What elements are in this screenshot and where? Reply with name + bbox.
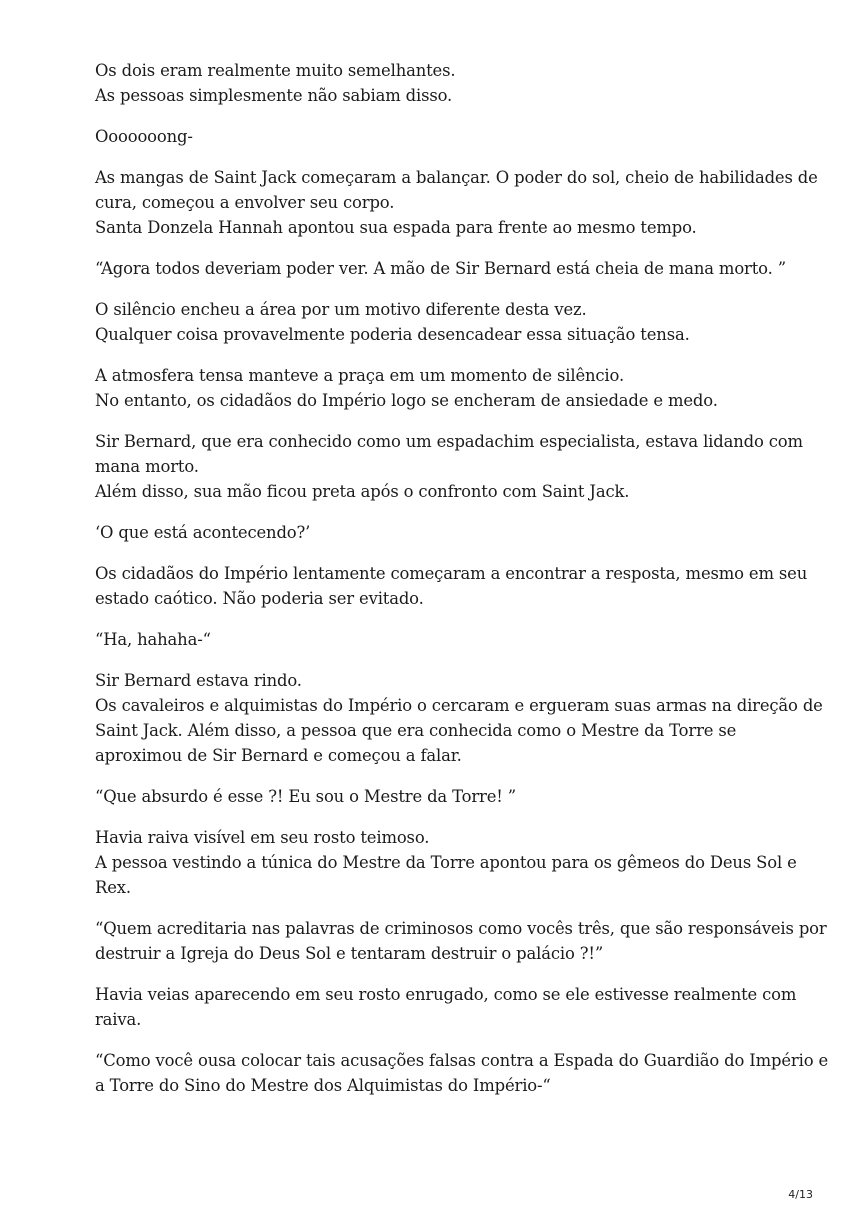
paragraph bbox=[95, 561, 808, 611]
text-line: “Quem acreditaria nas palavras de criminosos como vocês três, que são responsáveis por bbox=[95, 919, 827, 938]
paragraph bbox=[95, 124, 795, 149]
paragraph bbox=[95, 520, 795, 545]
text-line: Santa Donzela Hannah apontou sua espada para frente ao mesmo tempo. bbox=[95, 218, 697, 237]
text-line: Além disso, sua mão ficou preta após o confronto com Saint Jack. bbox=[95, 482, 630, 501]
text-line: Saint Jack. Além disso, a pessoa que era conhecida como o Mestre da Torre se bbox=[95, 721, 737, 740]
text-line: Havia veias aparecendo em seu rosto enrugado, como se ele estivesse realmente com bbox=[95, 985, 797, 1004]
paragraph bbox=[95, 916, 827, 966]
paragraph bbox=[95, 256, 795, 281]
paragraph bbox=[95, 982, 795, 1032]
document-body bbox=[95, 58, 829, 1114]
text-line: O silêncio encheu a área por um motivo diferente desta vez. bbox=[95, 300, 587, 319]
text-line: Ooooooong- bbox=[95, 127, 193, 146]
text-line: Havia raiva visível em seu rosto teimoso. bbox=[95, 828, 430, 847]
text-line: Sir Bernard estava rindo. bbox=[95, 671, 302, 690]
text-line: Rex. bbox=[95, 878, 131, 897]
paragraph bbox=[95, 363, 795, 413]
text-line: destruir a Igreja do Deus Sol e tentaram destruir o palácio ?!” bbox=[95, 944, 604, 963]
text-line: A atmosfera tensa manteve a praça em um momento de silêncio. bbox=[95, 366, 625, 385]
text-line: “Ha, hahaha-“ bbox=[95, 630, 211, 649]
text-line: aproximou de Sir Bernard e começou a falar. bbox=[95, 746, 462, 765]
paragraph bbox=[95, 429, 803, 504]
text-line: “Que absurdo é esse ?! Eu sou o Mestre da Torre! ” bbox=[95, 787, 516, 806]
text-line: cura, começou a envolver seu corpo. bbox=[95, 193, 395, 212]
paragraph bbox=[95, 627, 795, 652]
text-line: ‘O que está acontecendo?’ bbox=[95, 523, 311, 542]
text-line: Qualquer coisa provavelmente poderia desencadear essa situação tensa. bbox=[95, 325, 690, 344]
text-line: raiva. bbox=[95, 1010, 142, 1029]
text-line: “Como você ousa colocar tais acusações falsas contra a Espada do Guardião do Império e bbox=[95, 1051, 829, 1070]
paragraph bbox=[95, 58, 795, 108]
text-line: estado caótico. Não poderia ser evitado. bbox=[95, 589, 424, 608]
text-line: “Agora todos deveriam poder ver. A mão de Sir Bernard está cheia de mana morto. ” bbox=[95, 259, 786, 278]
text-line: A pessoa vestindo a túnica do Mestre da Torre apontou para os gêmeos do Deus Sol e bbox=[95, 853, 797, 872]
page-number: 4/13 bbox=[788, 1188, 813, 1201]
text-line: Os cidadãos do Império lentamente começaram a encontrar a resposta, mesmo em seu bbox=[95, 564, 808, 583]
text-line: a Torre do Sino do Mestre dos Alquimistas do Império-“ bbox=[95, 1076, 551, 1095]
text-line: No entanto, os cidadãos do Império logo se encheram de ansiedade e medo. bbox=[95, 391, 718, 410]
paragraph bbox=[95, 825, 795, 900]
text-line: As pessoas simplesmente não sabiam disso. bbox=[95, 86, 453, 105]
paragraph bbox=[95, 668, 823, 768]
text-line: Os dois eram realmente muito semelhantes. bbox=[95, 61, 456, 80]
text-line: As mangas de Saint Jack começaram a balançar. O poder do sol, cheio de habilidades de bbox=[95, 168, 818, 187]
text-line: Sir Bernard, que era conhecido como um espadachim especialista, estava lidando com bbox=[95, 432, 803, 451]
paragraph bbox=[95, 297, 795, 347]
paragraph bbox=[95, 165, 818, 240]
text-line: mana morto. bbox=[95, 457, 199, 476]
text-line: Os cavaleiros e alquimistas do Império o cercaram e ergueram suas armas na direção de bbox=[95, 696, 823, 715]
paragraph bbox=[95, 1048, 829, 1098]
paragraph bbox=[95, 784, 795, 809]
